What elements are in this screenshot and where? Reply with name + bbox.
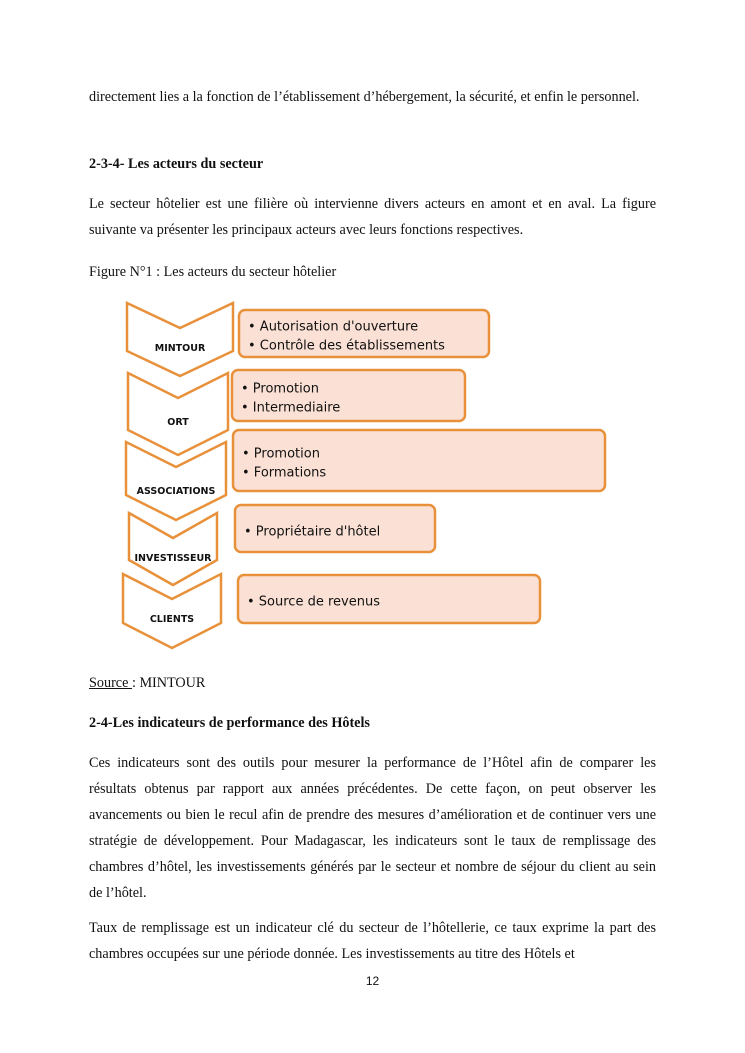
- page-number: 12: [365, 974, 380, 988]
- figure-source: [89, 673, 205, 693]
- role-item: • Autorisation d'ouverture: [248, 319, 419, 335]
- actor-label: ORT: [167, 417, 189, 428]
- indicateurs-paragraph-1: Ces indicateurs sont des outils pour mesurer la performance de l’Hôtel afin de comparer les résultats obtenus par rapport aux années précédentes. De cette façon, on peut observer les avancements ou bien le recul afin de prendre des mesures d’amélioration et de continuer vers une stratégie de développement. Pour Madagascar, les indicateurs sont le taux de remplissage des chambres d’hôtel, les investissements générés par le secteur et nombre de séjour du client au sein de l’hôtel.: [89, 755, 656, 901]
- actor-label: INVESTISSEUR: [134, 553, 212, 564]
- actor-label: CLIENTS: [149, 614, 195, 625]
- section-heading-acteurs: 2-3-4- Les acteurs du secteur: [89, 156, 264, 172]
- source-value: : MINTOUR: [131, 675, 206, 691]
- role-item: • Promotion: [241, 381, 319, 397]
- indicateurs-paragraph-2: Taux de remplissage est un indicateur clé du secteur de l’hôtellerie, ce taux exprime la part des chambres occupées sur une période donnée. Les investissements au titre des Hôtels et: [89, 920, 656, 962]
- intro-paragraph: directement lies a la fonction de l’établissement d’hébergement, la sécurité, et enfin le personnel.: [89, 89, 640, 105]
- role-item: • Contrôle des établissements: [248, 338, 445, 354]
- role-item: • Source de revenus: [247, 594, 380, 610]
- role-item: • Intermediaire: [241, 400, 341, 416]
- actor-label: ASSOCIATIONS: [136, 486, 216, 497]
- role-item: • Propriétaire d'hôtel: [244, 524, 381, 540]
- actor-label: MINTOUR: [154, 343, 206, 354]
- chevron-mintour: [127, 303, 233, 376]
- section-heading-indicateurs: 2-4-Les indicateurs de performance des Hôtels: [89, 715, 370, 731]
- source-label: Source: [89, 675, 132, 691]
- chevron-investisseur: [129, 513, 217, 585]
- acteurs-paragraph: Le secteur hôtelier est une filière où intervienne divers acteurs en amont et en aval. La figure suivante va présenter les principaux acteurs avec leurs fonctions respectives.: [89, 196, 656, 238]
- role-item: • Formations: [242, 465, 327, 481]
- chevron-ort: [128, 373, 228, 455]
- role-item: • Promotion: [242, 446, 320, 462]
- figure-caption: Figure N°1 : Les acteurs du secteur hôtelier: [89, 264, 337, 280]
